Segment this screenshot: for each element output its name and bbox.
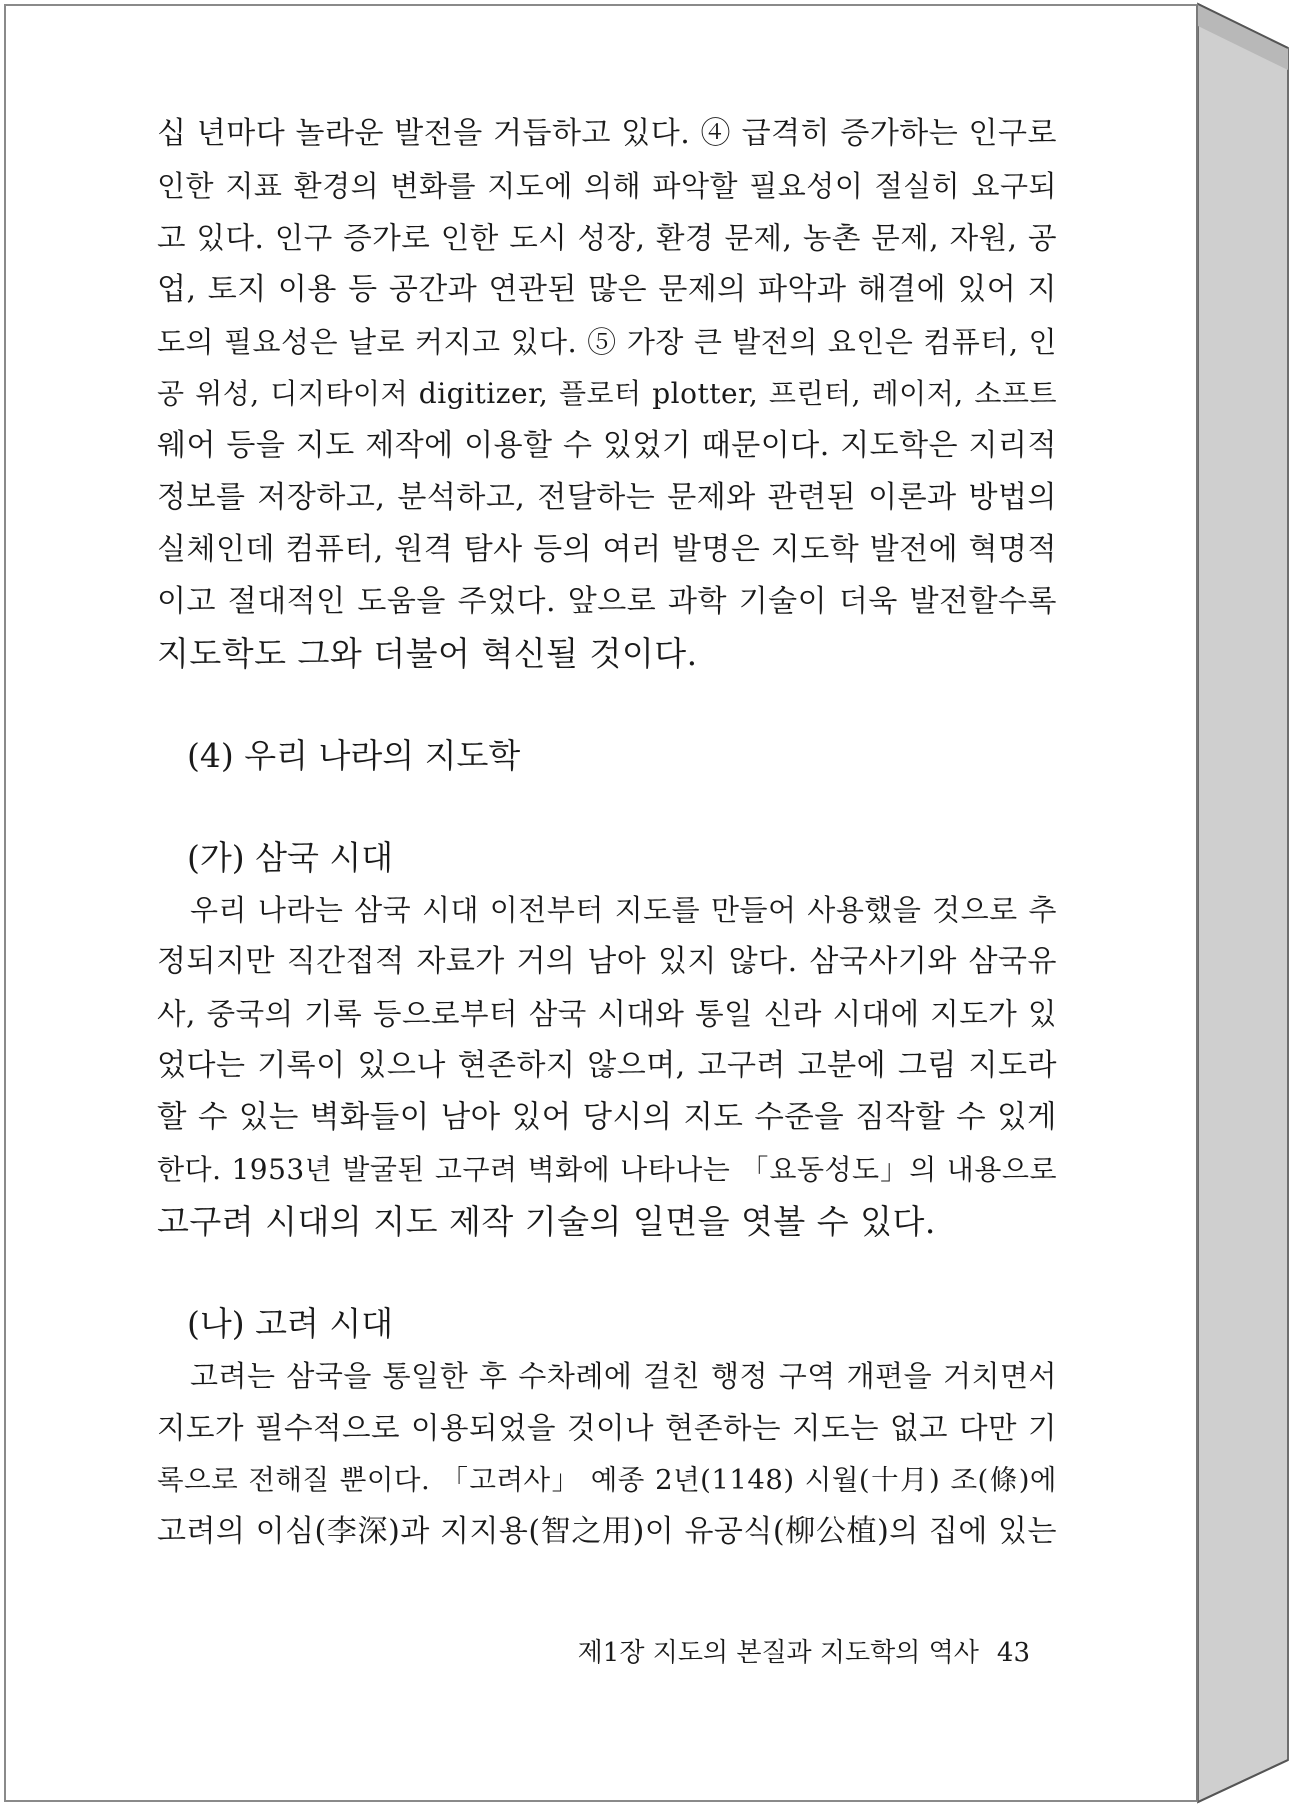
text-line: 업, 토지 이용 등 공간과 연관된 많은 문제의 파악과 해결에 있어 지 [157,272,1057,307]
text-line: 록으로 전해질 뿐이다. 「고려사」 예종 2년(1148) 시월(十月) 조(條)에 [157,1464,1057,1496]
section-heading: (4) 우리 나라의 지도학 [187,736,521,775]
text-line: 정되지만 직간접적 자료가 거의 남아 있지 않다. 삼국사기와 삼국유 [157,944,1057,979]
text-line: 고려는 삼국을 통일한 후 수차례에 걸친 행정 구역 개편을 거치면서 [190,1359,1057,1393]
text-line: 우리 나라는 삼국 시대 이전부터 지도를 만들어 사용했을 것으로 추 [190,893,1057,927]
text-line: 이고 절대적인 도움을 주었다. 앞으로 과학 기술이 더욱 발전할수록 [157,584,1057,619]
text-line: 실체인데 컴퓨터, 원격 탐사 등의 여러 발명은 지도학 발전에 혁명적 [157,532,1057,567]
text-line: 십 년마다 놀라운 발전을 거듭하고 있다. ④ 급격히 증가하는 인구로 [157,116,1057,151]
page-content [157,108,1057,1558]
paragraph-ga [157,884,1057,1248]
paragraph-na [157,1350,1057,1558]
text-line: 인한 지표 환경의 변화를 지도에 의해 파악할 필요성이 절실히 요구되 [157,169,1057,203]
text-line: 고려의 이심(李深)과 지지용(智之用)이 유공식(柳公植)의 집에 있는 [157,1514,1057,1549]
text-line: 도의 필요성은 날로 커지고 있다. ⑤ 가장 큰 발전의 요인은 컴퓨터, 인 [157,325,1057,359]
book-right-side [1198,4,1288,1802]
spacer [157,680,1057,730]
spacer [157,782,1057,832]
text-line: 고 있다. 인구 증가로 인한 도시 성장, 환경 문제, 농촌 문제, 자원, 공 [157,221,1057,255]
paragraph-1 [157,108,1057,680]
text-line: 었다는 기록이 있으나 현존하지 않으며, 고구려 고분에 그림 지도라 [157,1048,1057,1083]
text-line: 지도가 필수적으로 이용되었을 것이나 현존하는 지도는 없고 다만 기 [157,1411,1057,1445]
text-line: 웨어 등을 지도 제작에 이용할 수 있었기 때문이다. 지도학은 지리적 [157,428,1057,463]
text-line: 한다. 1953년 발굴된 고구려 벽화에 나타나는 「요동성도」의 내용으로 [157,1153,1057,1186]
text-line: 공 위성, 디지타이저 digitizer, 플로터 plotter, 프린터, 레이저, 소프트 [157,377,1057,410]
text-line: 사, 중국의 기록 등으로부터 삼국 시대와 통일 신라 시대에 지도가 있 [157,997,1057,1031]
page-footer [500,1632,1030,1669]
subsection-heading-ga: (가) 삼국 시대 [187,838,394,877]
text-line: 지도학도 그와 더불어 혁신될 것이다. [157,634,698,673]
spacer [157,1248,1057,1298]
subsection-heading-na: (나) 고려 시대 [187,1304,394,1343]
text-line: 할 수 있는 벽화들이 남아 있어 당시의 지도 수준을 짐작할 수 있게 [157,1100,1057,1135]
chapter-title: 제1장 지도의 본질과 지도학의 역사 [577,1638,979,1668]
page-number: 43 [996,1638,1030,1668]
text-line: 고구려 시대의 지도 제작 기술의 일면을 엿볼 수 있다. [157,1202,936,1241]
text-line: 정보를 저장하고, 분석하고, 전달하는 문제와 관련된 이론과 방법의 [157,480,1057,515]
